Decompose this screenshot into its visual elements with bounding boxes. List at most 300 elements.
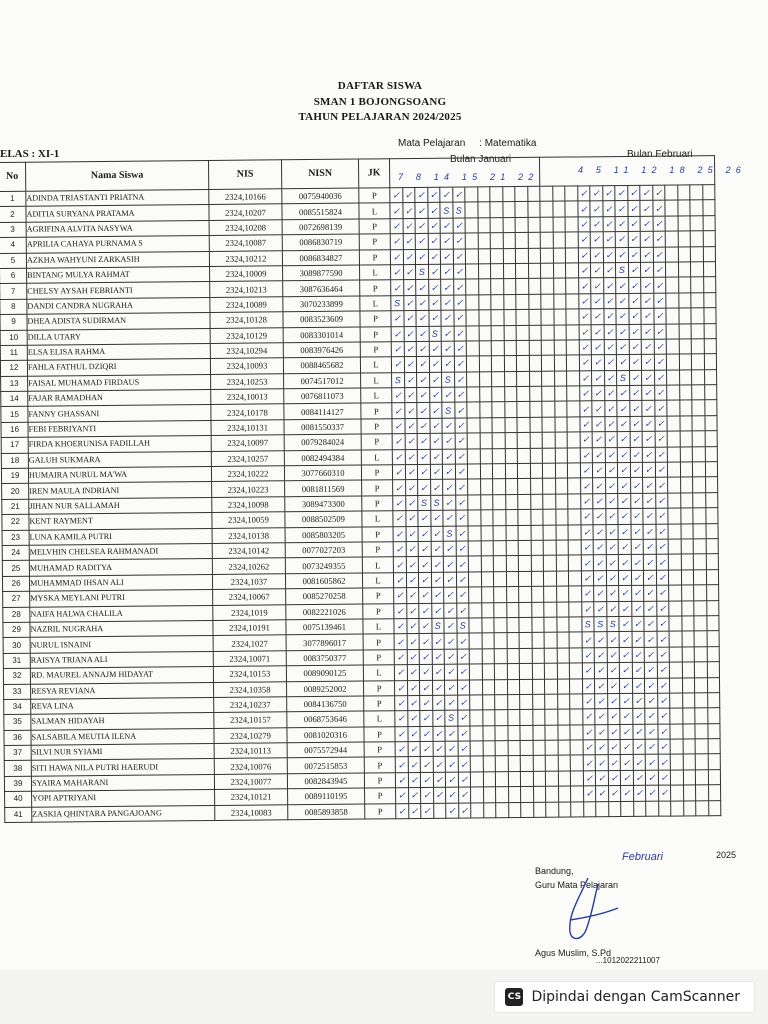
- attendance-jan: ✓: [390, 234, 403, 250]
- attendance-feb: ✓: [608, 755, 621, 771]
- attendance-empty: [679, 323, 692, 339]
- attendance-jan: ✓: [453, 310, 466, 326]
- attendance-jan: ✓: [432, 726, 445, 742]
- attendance-empty: [505, 479, 518, 495]
- attendance-empty: [557, 709, 570, 725]
- attendance-empty: [679, 339, 692, 355]
- attendance-jan: ✓: [431, 603, 444, 619]
- cell-name: APRILIA CAHAYA PURNAMA S: [26, 236, 209, 253]
- attendance-feb: ✓: [657, 678, 670, 694]
- attendance-feb: ✓: [630, 493, 643, 509]
- attendance-empty: [529, 371, 542, 387]
- cell-name: NAIFA HALWA CHALILA: [30, 605, 213, 622]
- attendance-jan: ✓: [430, 510, 443, 526]
- attendance-jan: ✓: [417, 372, 430, 388]
- attendance-empty: [704, 385, 717, 401]
- attendance-empty: [518, 525, 531, 541]
- attendance-empty: [665, 247, 678, 263]
- cell-nisn: 0083750377: [286, 650, 363, 666]
- attendance-feb: ✓: [653, 262, 666, 278]
- attendance-empty: [707, 723, 720, 739]
- month-january: Bulan Januari: [450, 154, 512, 165]
- attendance-empty: [506, 587, 519, 603]
- attendance-jan: ✓: [458, 787, 471, 803]
- attendance-feb: ✓: [628, 232, 641, 248]
- attendance-empty: [494, 618, 507, 634]
- cell-no: 28: [3, 607, 30, 623]
- attendance-empty: [469, 633, 482, 649]
- cell-nis: 2324,10237: [214, 697, 287, 713]
- attendance-jan: ✓: [417, 403, 430, 419]
- attendance-empty: [466, 279, 479, 295]
- attendance-empty: [533, 787, 546, 803]
- attendance-empty: [495, 725, 508, 741]
- attendance-empty: [529, 386, 542, 402]
- attendance-empty: [532, 679, 545, 695]
- attendance-empty: [665, 262, 678, 278]
- cell-nisn: 0089090125: [286, 665, 363, 681]
- cell-nisn: 0083301014: [283, 327, 360, 343]
- attendance-empty: [668, 554, 681, 570]
- attendance-feb: ✓: [593, 570, 606, 586]
- attendance-empty: [553, 278, 566, 294]
- attendance-empty: [503, 279, 516, 295]
- attendance-empty: [481, 525, 494, 541]
- attendance-empty: [703, 246, 716, 262]
- attendance-jan: ✓: [393, 542, 406, 558]
- camscanner-text: Dipindai dengan CamScanner: [531, 989, 740, 1005]
- attendance-feb: ✓: [655, 447, 668, 463]
- attendance-jan: ✓: [458, 803, 471, 819]
- cell-jk: P: [359, 219, 390, 235]
- cell-no: 24: [2, 545, 29, 561]
- attendance-jan: ✓: [430, 480, 443, 496]
- attendance-empty: [496, 802, 509, 818]
- col-january: [389, 157, 539, 187]
- attendance-empty: [505, 510, 518, 526]
- attendance-empty: [495, 741, 508, 757]
- attendance-jan: ✓: [395, 726, 408, 742]
- attendance-empty: [681, 600, 694, 616]
- month-february: Bulan Februari: [627, 149, 693, 160]
- attendance-feb: ✓: [630, 478, 643, 494]
- attendance-empty: [678, 293, 691, 309]
- attendance-feb: ✓: [652, 185, 665, 201]
- attendance-empty: [707, 631, 720, 647]
- attendance-empty: [671, 801, 684, 817]
- cell-jk: P: [361, 403, 392, 419]
- attendance-feb: ✓: [633, 755, 646, 771]
- attendance-jan: ✓: [419, 634, 432, 650]
- attendance-jan: ✓: [394, 603, 407, 619]
- attendance-jan: ✓: [394, 634, 407, 650]
- attendance-empty: [570, 694, 583, 710]
- attendance-empty: [554, 355, 567, 371]
- attendance-empty: [554, 386, 567, 402]
- cell-no: 6: [0, 268, 27, 284]
- cell-name: AZKHA WAHYUNI ZARKASIH: [26, 251, 209, 268]
- attendance-empty: [483, 802, 496, 818]
- cell-name: ADITIA SURYANA PRATAMA: [26, 205, 209, 222]
- attendance-feb: ✓: [655, 431, 668, 447]
- attendance-empty: [546, 786, 559, 802]
- attendance-feb: ✓: [619, 601, 632, 617]
- attendance-jan: ✓: [404, 403, 417, 419]
- cell-jk: L: [360, 265, 391, 281]
- cell-name: FAISAL MUHAMAD FIRDAUS: [28, 374, 211, 391]
- cell-name: DHEA ADISTA SUDIRMAN: [27, 313, 210, 330]
- cell-name: RAISYA TRIANA ALI: [30, 651, 213, 668]
- attendance-feb: ✓: [631, 539, 644, 555]
- attendance-jan: ✓: [443, 556, 456, 572]
- attendance-jan: ✓: [408, 803, 421, 819]
- attendance-empty: [554, 402, 567, 418]
- attendance-empty: [507, 725, 520, 741]
- attendance-empty: [680, 493, 693, 509]
- attendance-feb: ✓: [607, 647, 620, 663]
- attendance-feb: ✓: [605, 447, 618, 463]
- attendance-feb: ✓: [631, 524, 644, 540]
- attendance-jan: ✓: [444, 603, 457, 619]
- attendance-feb: ✓: [592, 386, 605, 402]
- attendance-jan: ✓: [418, 511, 431, 527]
- attendance-empty: [466, 295, 479, 311]
- attendance-jan: ✓: [395, 711, 408, 727]
- cell-nis: 2324,10166: [209, 189, 282, 205]
- attendance-feb: ✓: [619, 663, 632, 679]
- january-days: 7 8 14 15 21 22: [398, 172, 539, 182]
- cell-nisn: 0084114127: [284, 403, 361, 419]
- attendance-feb: ✓: [645, 739, 658, 755]
- attendance-empty: [506, 556, 519, 572]
- attendance-jan: ✓: [420, 726, 433, 742]
- attendance-empty: [481, 541, 494, 557]
- attendance-jan: ✓: [428, 249, 441, 265]
- cell-jk: P: [361, 465, 392, 481]
- attendance-feb: ✓: [603, 263, 616, 279]
- attendance-jan: ✓: [432, 634, 445, 650]
- attendance-empty: [532, 725, 545, 741]
- cell-jk: P: [359, 249, 390, 265]
- teacher-nip: ...1012022211007: [596, 956, 660, 965]
- cell-no: 12: [0, 361, 27, 377]
- attendance-jan: ✓: [456, 541, 469, 557]
- cell-jk: P: [359, 234, 390, 250]
- attendance-empty: [707, 662, 720, 678]
- attendance-empty: [554, 417, 567, 433]
- attendance-feb: ✓: [617, 432, 630, 448]
- attendance-empty: [571, 786, 584, 802]
- attendance-jan: ✓: [442, 418, 455, 434]
- attendance-empty: [541, 294, 554, 310]
- attendance-jan: ✓: [420, 757, 433, 773]
- attendance-feb: ✓: [606, 586, 619, 602]
- attendance-feb: ✓: [656, 601, 669, 617]
- attendance-empty: [465, 202, 478, 218]
- attendance-empty: [544, 648, 557, 664]
- attendance-feb: ✓: [595, 724, 608, 740]
- attendance-feb: ✓: [579, 417, 592, 433]
- attendance-empty: [544, 586, 557, 602]
- cell-nisn: 0082221026: [286, 604, 363, 620]
- cell-nis: 2324,10157: [214, 712, 287, 728]
- attendance-feb: ✓: [615, 216, 628, 232]
- attendance-jan: ✓: [440, 218, 453, 234]
- attendance-jan: ✓: [454, 372, 467, 388]
- attendance-empty: [682, 647, 695, 663]
- attendance-jan: ✓: [417, 449, 430, 465]
- attendance-feb: ✓: [616, 309, 629, 325]
- attendance-empty: [466, 356, 479, 372]
- attendance-jan: ✓: [418, 541, 431, 557]
- attendance-feb: ✓: [607, 709, 620, 725]
- attendance-feb: ✓: [628, 247, 641, 263]
- attendance-jan: ✓: [415, 187, 428, 203]
- attendance-empty: [679, 385, 692, 401]
- attendance-feb: ✓: [606, 540, 619, 556]
- attendance-empty: [558, 740, 571, 756]
- attendance-empty: [555, 448, 568, 464]
- attendance-empty: [482, 664, 495, 680]
- attendance-empty: [532, 633, 545, 649]
- attendance-jan: ✓: [431, 526, 444, 542]
- attendance-feb: ✓: [604, 386, 617, 402]
- attendance-empty: [531, 525, 544, 541]
- attendance-empty: [665, 185, 678, 201]
- cell-jk: P: [363, 680, 394, 696]
- attendance-jan: ✓: [441, 310, 454, 326]
- attendance-empty: [690, 262, 703, 278]
- cell-no: 10: [0, 330, 27, 346]
- cell-no: 38: [4, 761, 31, 777]
- attendance-jan: ✓: [442, 464, 455, 480]
- cell-no: 26: [2, 576, 29, 592]
- attendance-empty: [469, 602, 482, 618]
- attendance-empty: [707, 708, 720, 724]
- attendance-empty: [568, 555, 581, 571]
- attendance-empty: [530, 509, 543, 525]
- attendance-empty: [540, 186, 553, 202]
- attendance-empty: [680, 462, 693, 478]
- attendance-jan: ✓: [419, 603, 432, 619]
- cell-name: JIHAN NUR SALLAMAH: [29, 497, 212, 514]
- attendance-feb: ✓: [582, 663, 595, 679]
- attendance-feb: ✓: [603, 232, 616, 248]
- attendance-jan: ✓: [454, 356, 467, 372]
- attendance-jan: ✓: [453, 218, 466, 234]
- attendance-empty: [482, 725, 495, 741]
- attendance-empty: [503, 217, 516, 233]
- attendance-empty: [465, 187, 478, 203]
- attendance-empty: [467, 372, 480, 388]
- cell-nis: 2324,10089: [210, 297, 283, 313]
- attendance-jan: ✓: [456, 526, 469, 542]
- attendance-empty: [531, 556, 544, 572]
- cell-no: 35: [4, 714, 31, 730]
- cell-no: 32: [3, 668, 30, 684]
- attendance-empty: [528, 217, 541, 233]
- attendance-empty: [505, 433, 518, 449]
- attendance-empty: [679, 416, 692, 432]
- attendance-jan: ✓: [454, 387, 467, 403]
- attendance-feb: ✓: [643, 508, 656, 524]
- attendance-jan: ✓: [418, 526, 431, 542]
- attendance-empty: [483, 772, 496, 788]
- attendance-jan: ✓: [406, 572, 419, 588]
- attendance-empty: [566, 294, 579, 310]
- attendance-empty: [493, 571, 506, 587]
- cell-jk: L: [361, 388, 392, 404]
- attendance-empty: [502, 202, 515, 218]
- attendance-empty: [506, 617, 519, 633]
- attendance-jan: ✓: [445, 757, 458, 773]
- attendance-empty: [467, 449, 480, 465]
- attendance-empty: [542, 402, 555, 418]
- attendance-jan: ✓: [442, 449, 455, 465]
- attendance-feb: ✓: [631, 555, 644, 571]
- attendance-feb: ✓: [643, 478, 656, 494]
- attendance-jan: ✓: [394, 588, 407, 604]
- attendance-empty: [569, 632, 582, 648]
- attendance-empty: [703, 231, 716, 247]
- attendance-empty: [706, 569, 719, 585]
- attendance-jan: ✓: [395, 757, 408, 773]
- attendance-empty: [493, 479, 506, 495]
- attendance-empty: [704, 400, 717, 416]
- attendance-empty: [567, 463, 580, 479]
- attendance-feb: S: [606, 616, 619, 632]
- attendance-empty: [515, 233, 528, 249]
- attendance-feb: ✓: [619, 586, 632, 602]
- attendance-empty: [556, 571, 569, 587]
- cell-name: SALSABILA MEUTIA ILENA: [31, 728, 214, 745]
- attendance-empty: [503, 263, 516, 279]
- cell-jk: L: [361, 372, 392, 388]
- attendance-empty: [529, 325, 542, 341]
- attendance-feb: ✓: [657, 647, 670, 663]
- attendance-empty: [483, 787, 496, 803]
- col-name: Nama Siswa: [26, 160, 209, 191]
- attendance-empty: [706, 585, 719, 601]
- attendance-jan: ✓: [455, 479, 468, 495]
- attendance-jan: ✓: [416, 295, 429, 311]
- attendance-feb: ✓: [581, 571, 594, 587]
- cell-jk: L: [362, 572, 393, 588]
- attendance-empty: [541, 309, 554, 325]
- attendance-empty: [518, 540, 531, 556]
- attendance-empty: [553, 217, 566, 233]
- cell-jk: L: [363, 619, 394, 635]
- attendance-jan: ✓: [455, 433, 468, 449]
- attendance-feb: ✓: [654, 385, 667, 401]
- attendance-empty: [519, 617, 532, 633]
- attendance-empty: [669, 662, 682, 678]
- attendance-empty: [471, 802, 484, 818]
- attendance-empty: [470, 710, 483, 726]
- attendance-empty: [693, 508, 706, 524]
- attendance-jan: ✓: [420, 772, 433, 788]
- attendance-empty: [696, 785, 709, 801]
- attendance-empty: [704, 415, 717, 431]
- attendance-empty: [678, 246, 691, 262]
- cell-nisn: 0089252002: [286, 681, 363, 697]
- attendance-empty: [519, 664, 532, 680]
- attendance-feb: ✓: [631, 570, 644, 586]
- attendance-jan: ✓: [403, 280, 416, 296]
- attendance-feb: ✓: [653, 293, 666, 309]
- cell-jk: L: [362, 557, 393, 573]
- attendance-empty: [553, 248, 566, 264]
- attendance-empty: [491, 356, 504, 372]
- attendance-empty: [681, 554, 694, 570]
- cell-no: 30: [3, 638, 30, 654]
- cell-no: 18: [1, 453, 28, 469]
- attendance-jan: ✓: [392, 418, 405, 434]
- attendance-feb: ✓: [592, 370, 605, 386]
- attendance-jan: ✓: [433, 757, 446, 773]
- attendance-jan: ✓: [458, 741, 471, 757]
- attendance-jan: ✓: [407, 711, 420, 727]
- attendance-empty: [690, 231, 703, 247]
- attendance-empty: [692, 431, 705, 447]
- attendance-jan: ✓: [391, 357, 404, 373]
- attendance-jan: ✓: [405, 495, 418, 511]
- cell-jk: P: [365, 803, 396, 819]
- attendance-empty: [566, 309, 579, 325]
- col-jk: JK: [358, 159, 389, 188]
- cell-nisn: 0088465682: [283, 357, 360, 373]
- attendance-empty: [682, 662, 695, 678]
- cell-nis: 2324,10279: [214, 727, 287, 743]
- attendance-empty: [540, 202, 553, 218]
- attendance-empty: [666, 308, 679, 324]
- attendance-feb: ✓: [603, 278, 616, 294]
- attendance-jan: ✓: [417, 387, 430, 403]
- cell-nisn: 0085270258: [286, 588, 363, 604]
- attendance-feb: ✓: [620, 693, 633, 709]
- attendance-feb: ✓: [654, 354, 667, 370]
- attendance-feb: ✓: [641, 339, 654, 355]
- cell-jk: P: [360, 326, 391, 342]
- attendance-empty: [529, 340, 542, 356]
- attendance-empty: [695, 693, 708, 709]
- attendance-feb: ✓: [640, 247, 653, 263]
- attendance-jan: ✓: [432, 649, 445, 665]
- attendance-empty: [493, 541, 506, 557]
- attendance-empty: [679, 354, 692, 370]
- attendance-empty: [530, 433, 543, 449]
- attendance-feb: ✓: [603, 216, 616, 232]
- attendance-empty: [479, 341, 492, 357]
- attendance-empty: [493, 494, 506, 510]
- cell-jk: P: [360, 342, 391, 358]
- attendance-empty: [479, 402, 492, 418]
- attendance-jan: ✓: [405, 511, 418, 527]
- attendance-empty: [703, 292, 716, 308]
- attendance-jan: ✓: [396, 803, 409, 819]
- attendance-empty: [557, 679, 570, 695]
- attendance-empty: [566, 278, 579, 294]
- attendance-jan: ✓: [457, 633, 470, 649]
- cell-name: SILVI NUR SYIAMI: [31, 744, 214, 761]
- attendance-feb: ✓: [632, 647, 645, 663]
- attendance-empty: [540, 248, 553, 264]
- attendance-empty: [541, 325, 554, 341]
- attendance-empty: [477, 187, 490, 203]
- attendance-feb: ✓: [595, 694, 608, 710]
- attendance-empty: [668, 493, 681, 509]
- attendance-feb: ✓: [594, 601, 607, 617]
